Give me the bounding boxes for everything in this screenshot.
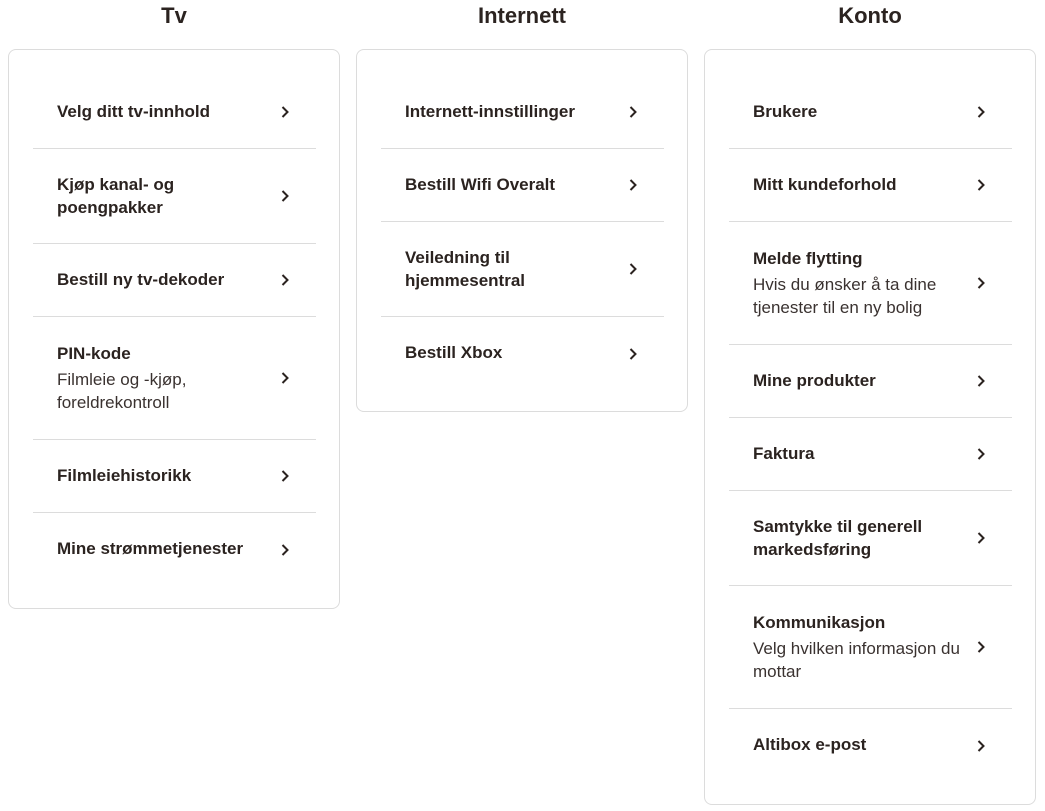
tv-card xyxy=(8,49,340,609)
chevron-right-icon xyxy=(626,178,640,192)
menu-item-label: Filmleiehistorikk xyxy=(57,465,192,485)
menu-item-label: Bestill ny tv-dekoder xyxy=(57,269,225,289)
menu-item-label: Samtykke til generell markedsføring xyxy=(753,517,923,559)
menu-item-label: Brukere xyxy=(753,101,818,121)
konto-column-title: Konto xyxy=(838,3,902,28)
chevron-right-icon xyxy=(278,105,292,119)
menu-item-description: Velg hvilken informasjon du mottar xyxy=(753,639,960,681)
chevron-right-icon xyxy=(278,273,292,287)
chevron-right-icon xyxy=(278,371,292,385)
menu-item-label: Bestill Xbox xyxy=(405,343,503,362)
menu-item-samtykke-markedsforing[interactable] xyxy=(729,491,1012,586)
menu-item-brukere[interactable] xyxy=(729,76,1012,149)
menu-item-label: Melde flytting xyxy=(753,249,863,268)
chevron-right-icon xyxy=(974,531,988,545)
chevron-right-icon xyxy=(278,543,292,557)
menu-item-description: Filmleie og -kjøp, foreldrekontroll xyxy=(57,370,187,412)
menu-item-label: Mine strømmetjenester xyxy=(57,539,244,558)
menu-item-bestill-xbox[interactable] xyxy=(381,317,664,390)
menu-item-mine-produkter[interactable] xyxy=(729,345,1012,418)
internett-column-title: Internett xyxy=(478,3,566,28)
chevron-right-icon xyxy=(278,469,292,483)
menu-item-pin-kode[interactable] xyxy=(33,317,316,440)
menu-item-label: Kjøp kanal- og poengpakker xyxy=(57,175,175,217)
tv-column-title: Tv xyxy=(161,3,187,28)
chevron-right-icon xyxy=(626,347,640,361)
chevron-right-icon xyxy=(974,178,988,192)
menu-item-mine-strommetjenester[interactable] xyxy=(33,513,316,586)
menu-item-kommunikasjon[interactable] xyxy=(729,586,1012,709)
menu-item-kjop-kanalpakker[interactable] xyxy=(33,149,316,244)
chevron-right-icon xyxy=(974,105,988,119)
menu-item-description: Hvis du ønsker å ta dine tjenester til en ny bolig xyxy=(753,275,937,317)
menu-item-label: Altibox e-post xyxy=(753,735,867,754)
chevron-right-icon xyxy=(974,276,988,290)
menu-item-melde-flytting[interactable] xyxy=(729,222,1012,345)
chevron-right-icon xyxy=(974,374,988,388)
menu-item-velg-tv-innhold[interactable] xyxy=(33,76,316,149)
menu-item-bestill-wifi-overalt[interactable] xyxy=(381,149,664,222)
chevron-right-icon xyxy=(626,105,640,119)
menu-item-filmleiehistorikk[interactable] xyxy=(33,440,316,513)
menu-item-label: PIN-kode xyxy=(57,344,131,363)
chevron-right-icon xyxy=(278,189,292,203)
menu-item-mitt-kundeforhold[interactable] xyxy=(729,149,1012,222)
menu-item-label: Veiledning til hjemmesentral xyxy=(405,248,525,290)
menu-item-label: Mitt kundeforhold xyxy=(753,174,897,194)
menu-item-label: Bestill Wifi Overalt xyxy=(405,174,556,194)
menu-item-faktura[interactable] xyxy=(729,418,1012,491)
menu-item-internett-innstillinger[interactable] xyxy=(381,76,664,149)
menu-item-label: Velg ditt tv-innhold xyxy=(57,101,210,121)
menu-item-label: Faktura xyxy=(753,443,815,463)
menu-item-label: Mine produkter xyxy=(753,370,876,390)
chevron-right-icon xyxy=(974,640,988,654)
tv-column xyxy=(8,0,340,558)
menu-item-bestill-tv-dekoder[interactable] xyxy=(33,244,316,317)
internett-column xyxy=(356,0,688,362)
menu-item-altibox-epost[interactable] xyxy=(729,709,1012,782)
konto-card xyxy=(704,49,1036,805)
konto-column xyxy=(704,0,1036,754)
chevron-right-icon xyxy=(974,739,988,753)
menu-item-veiledning-hjemmesentral[interactable] xyxy=(381,222,664,317)
internett-card xyxy=(356,49,688,412)
chevron-right-icon xyxy=(626,262,640,276)
chevron-right-icon xyxy=(974,447,988,461)
menu-item-label: Kommunikasjon xyxy=(753,613,886,632)
menu-item-label: Internett-innstillinger xyxy=(405,101,575,121)
